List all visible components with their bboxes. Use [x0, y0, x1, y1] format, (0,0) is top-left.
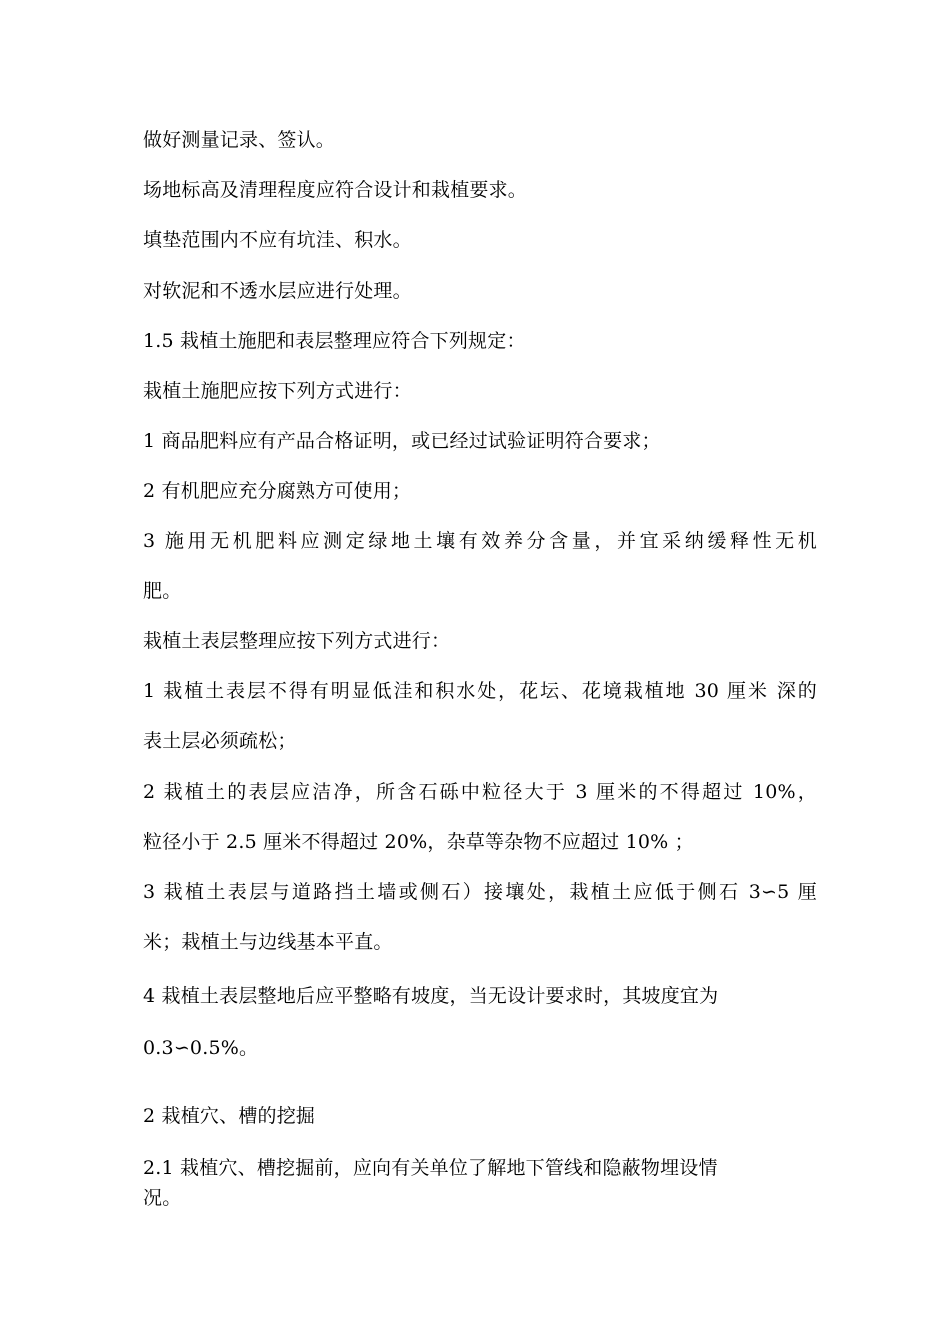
- list-item-surface-2-cont: 粒径小于 2.5 厘米不得超过 20%，杂草等杂物不应超过 10% ；: [143, 831, 694, 853]
- text-line-4: 对软泥和不透水层应进行处理。: [143, 280, 412, 302]
- text-line-6: 栽植土施肥应按下列方式进行：: [143, 380, 412, 402]
- list-item-surface-4: 4 栽植土表层整地后应平整略有坡度，当无设计要求时，其坡度宜为: [143, 985, 719, 1007]
- list-item-fertilizer-1: 1 商品肥料应有产品合格证明，或已经过试验证明符合要求；: [143, 430, 661, 452]
- text-line-2: 场地标高及清理程度应符合设计和栽植要求。: [143, 179, 528, 201]
- list-item-surface-1-cont: 表土层必须疏松；: [143, 730, 297, 752]
- list-item-surface-1: 1 栽植土表层不得有明显低洼和积水处，花坛、花境栽植地 30 厘米 深的: [143, 680, 817, 702]
- list-item-fertilizer-2: 2 有机肥应充分腐熟方可使用；: [143, 480, 412, 502]
- section-heading-2-1-cont: 况。: [143, 1187, 182, 1209]
- list-item-surface-4-cont: 0.3∽0.5%。: [143, 1037, 259, 1059]
- list-item-surface-2: 2 栽植土的表层应洁净，所含石砾中粒径大于 3 厘米的不得超过 10%，: [143, 781, 817, 803]
- list-item-surface-3-cont: 米；栽植土与边线基本平直。: [143, 931, 393, 953]
- section-heading-2: 2 栽植穴、槽的挖掘: [143, 1105, 316, 1127]
- section-heading-1-5: 1.5 栽植土施肥和表层整理应符合下列规定：: [143, 330, 526, 352]
- list-item-surface-3: 3 栽植土表层与道路挡土墙或侧石）接壤处，栽植土应低于侧石 3∽5 厘: [143, 881, 817, 903]
- list-item-fertilizer-3-cont: 肥。: [143, 580, 182, 602]
- text-line-1: 做好测量记录、签认。: [143, 129, 336, 151]
- list-item-fertilizer-3: 3 施用无机肥料应测定绿地土壤有效养分含量，并宜采纳缓释性无机: [143, 530, 817, 552]
- section-heading-2-1: 2.1 栽植穴、槽挖掘前，应向有关单位了解地下管线和隐蔽物埋设情: [143, 1157, 718, 1179]
- text-line-3: 填垫范围内不应有坑洼、积水。: [143, 229, 412, 251]
- text-line-11: 栽植土表层整理应按下列方式进行：: [143, 630, 451, 652]
